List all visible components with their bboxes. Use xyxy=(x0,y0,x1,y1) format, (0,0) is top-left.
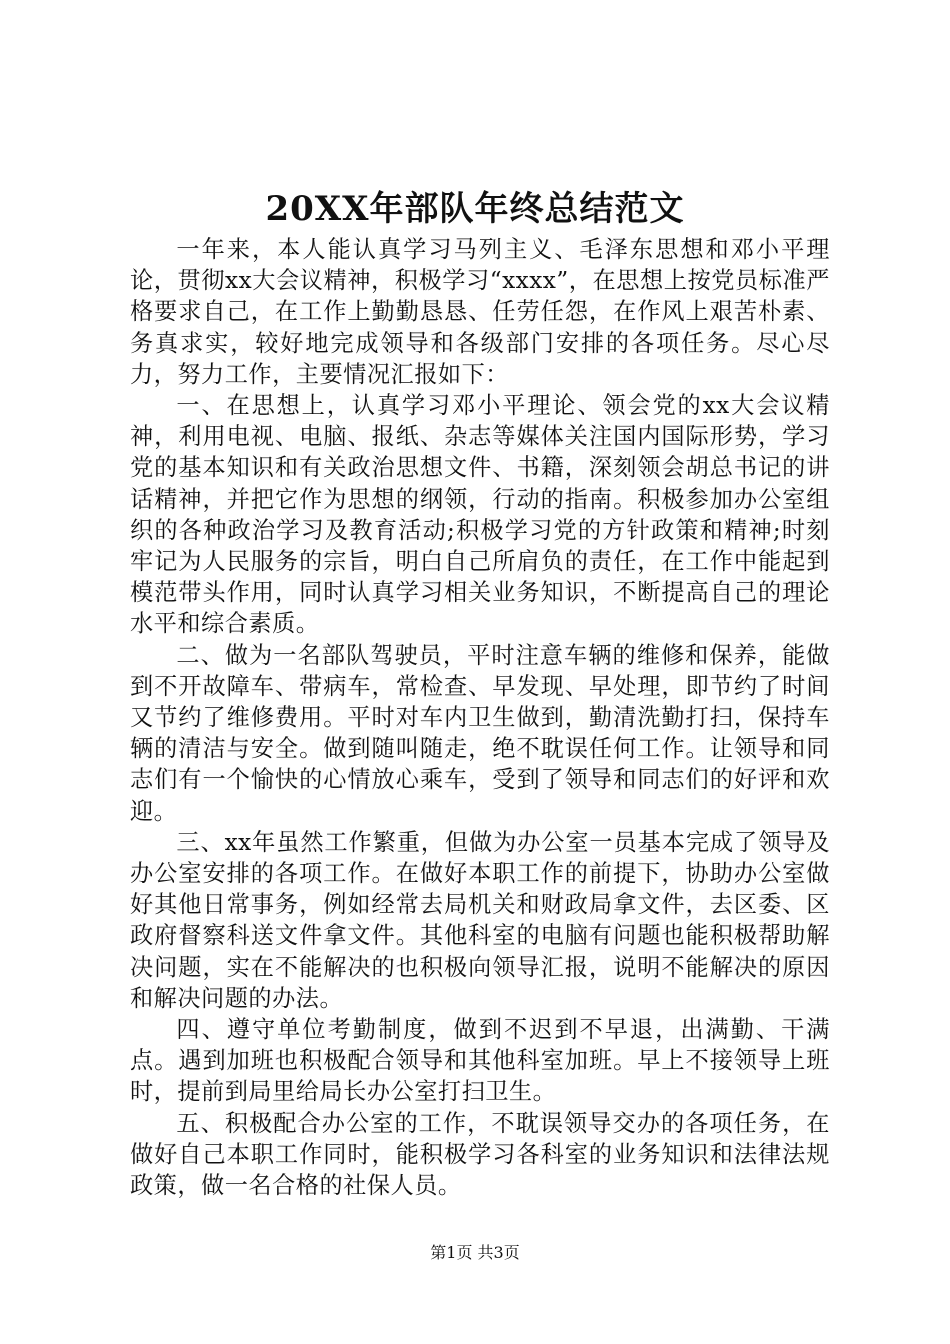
page-title: 20XX年部队年终总结范文 xyxy=(265,189,685,229)
page-number-footer: 第1页 共3页 xyxy=(430,1243,520,1262)
paragraph-section-5: 五、积极配合办公室的工作，不耽误领导交办的各项任务，在做好自己本职工作同时，能积极学习各科室的业务知识和法律法规政策，做一名合格的社保人员。 xyxy=(130,1109,830,1200)
paragraph-intro: 一年来，本人能认真学习马列主义、毛泽东思想和邓小平理论，贯彻xx大会议精神，积极学习“xxxx”，在思想上按党员标准严格要求自己，在工作上勤勤恳恳、任劳任怨，在作风上艰苦朴素、务真求实，较好地完成领导和各级部门安排的各项任务。尽心尽力，努力工作，主要情况汇报如下： xyxy=(130,236,830,388)
paragraph-section-2: 二、做为一名部队驾驶员，平时注意车辆的维修和保养，能做到不开故障车、带病车，常检查、早发现、早处理，即节约了时间又节约了维修费用。平时对车内卫生做到，勤清洗勤打扫，保持车辆的清洁与安全。做到随叫随走，绝不耽误任何工作。让领导和同志们有一个愉快的心情放心乘车，受到了领导和同志们的好评和欢迎。 xyxy=(130,641,830,825)
paragraph-section-3: 三、xx年虽然工作繁重，但做为办公室一员基本完成了领导及办公室安排的各项工作。在做好本职工作的前提下，协助办公室做好其他日常事务，例如经常去局机关和财政局拿文件，去区委、区政府督察科送文件拿文件。其他科室的电脑有问题也能积极帮助解决问题，实在不能解决的也积极向领导汇报，说明不能解决的原因和解决问题的办法。 xyxy=(130,828,830,1012)
document-body xyxy=(130,234,830,1201)
paragraph-section-4: 四、遵守单位考勤制度，做到不迟到不早退，出满勤、干满点。遇到加班也积极配合领导和其他科室加班。早上不接领导上班时，提前到局里给局长办公室打扫卫生。 xyxy=(130,1016,830,1106)
paragraph-section-1: 一、在思想上，认真学习邓小平理论、领会党的xx大会议精神，利用电视、电脑、报纸、杂志等媒体关注国内国际形势，学习党的基本知识和有关政治思想文件、书籍，深刻领会胡总书记的讲话精神，并把它作为思想的纲领，行动的指南。积极参加办公室组织的各种政治学习及教育活动;积极学习党的方针政策和精神;时刻牢记为人民服务的宗旨，明白自己所肩负的责任，在工作中能起到模范带头作用，同时认真学习相关业务知识，不断提高自己的理论水平和综合素质。 xyxy=(130,392,830,638)
